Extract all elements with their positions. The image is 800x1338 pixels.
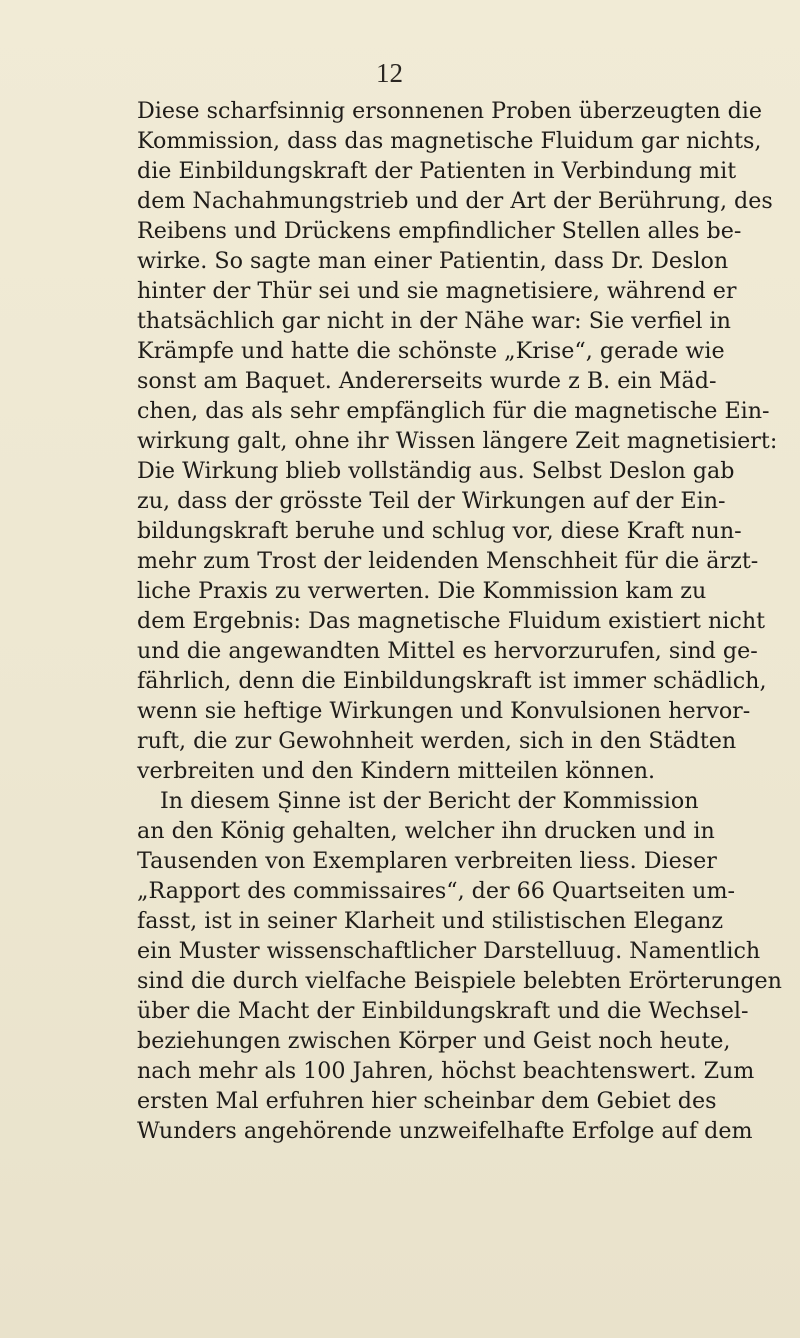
text-line: chen, das als sehr empfänglich für die magnetische Ein- <box>137 398 770 424</box>
text-line: ein Muster wissenschaftlicher Darstelluug. Namentlich <box>137 938 761 964</box>
text-line: mehr zum Trost der leidenden Menschheit für die ärzt- <box>137 548 759 574</box>
text-line: thatsächlich gar nicht in der Nähe war: Sie verfiel in <box>137 308 731 334</box>
text-line: sonst am Baquet. Andererseits wurde z B. ein Mäd- <box>137 368 717 394</box>
text-line: ersten Mal erfuhren hier scheinbar dem Gebiet des <box>137 1088 717 1114</box>
text-line: zu, dass der grösste Teil der Wirkungen auf der Ein- <box>137 488 726 514</box>
text-line: Diese scharfsinnig ersonnenen Proben überzeugten die <box>137 98 763 124</box>
text-line: wenn sie heftige Wirkungen und Konvulsionen hervor- <box>137 698 751 724</box>
text-line: Krämpfe und hatte die schönste „Krise“, gerade wie <box>137 338 725 364</box>
text-line: Die Wirkung blieb vollständig aus. Selbst Deslon gab <box>137 458 735 484</box>
text-line: wirke. So sagte man einer Patientin, dass Dr. Deslon <box>137 248 729 274</box>
text-line: verbreiten und den Kindern mitteilen können. <box>137 758 656 784</box>
text-line: Wunders angehörende unzweifelhafte Erfolge auf dem <box>137 1118 753 1144</box>
text-line: dem Nachahmungstrieb und der Art der Berührung, des <box>137 188 773 214</box>
text-line: die Einbildungskraft der Patienten in Verbindung mit <box>137 158 737 184</box>
text-line: und die angewandten Mittel es hervorzurufen, sind ge- <box>137 638 758 664</box>
text-line: nach mehr als 100 Jahren, höchst beachtenswert. Zum <box>137 1058 755 1084</box>
text-line: Kommission, dass das magnetische Fluidum gar nichts, <box>137 128 762 154</box>
text-line: hinter der Thür sei und sie magnetisiere, während er <box>137 278 737 304</box>
text-line: ruft, die zur Gewohnheit werden, sich in den Städten <box>137 728 737 754</box>
text-line: bildungskraft beruhe und schlug vor, diese Kraft nun- <box>137 518 742 544</box>
text-line: dem Ergebnis: Das magnetische Fluidum existiert nicht <box>137 608 766 634</box>
text-line: In diesem S̨inne ist der Bericht der Kommission <box>160 788 699 814</box>
text-line: an den König gehalten, welcher ihn drucken und in <box>137 818 715 844</box>
text-line: „Rapport des commissaires“, der 66 Quartseiten um- <box>137 878 736 904</box>
text-line: über die Macht der Einbildungskraft und die Wechsel- <box>137 998 749 1024</box>
text-line: Reibens und Drückens empfindlicher Stellen alles be- <box>137 218 742 244</box>
text-line: fasst, ist in seiner Klarheit und stilistischen Eleganz <box>137 908 724 934</box>
text-line: Tausenden von Exemplaren verbreiten liess. Dieser <box>137 848 717 874</box>
text-line: sind die durch vielfache Beispiele belebten Erörterungen <box>137 968 782 994</box>
text-line: liche Praxis zu verwerten. Die Kommission kam zu <box>137 578 707 604</box>
text-line: fährlich, denn die Einbildungskraft ist immer schädlich, <box>137 668 767 694</box>
text-line: beziehungen zwischen Körper und Geist noch heute, <box>137 1028 731 1054</box>
text-line: wirkung galt, ohne ihr Wissen längere Zeit magnetisiert: <box>137 428 778 454</box>
page-number: 12 <box>376 58 403 88</box>
